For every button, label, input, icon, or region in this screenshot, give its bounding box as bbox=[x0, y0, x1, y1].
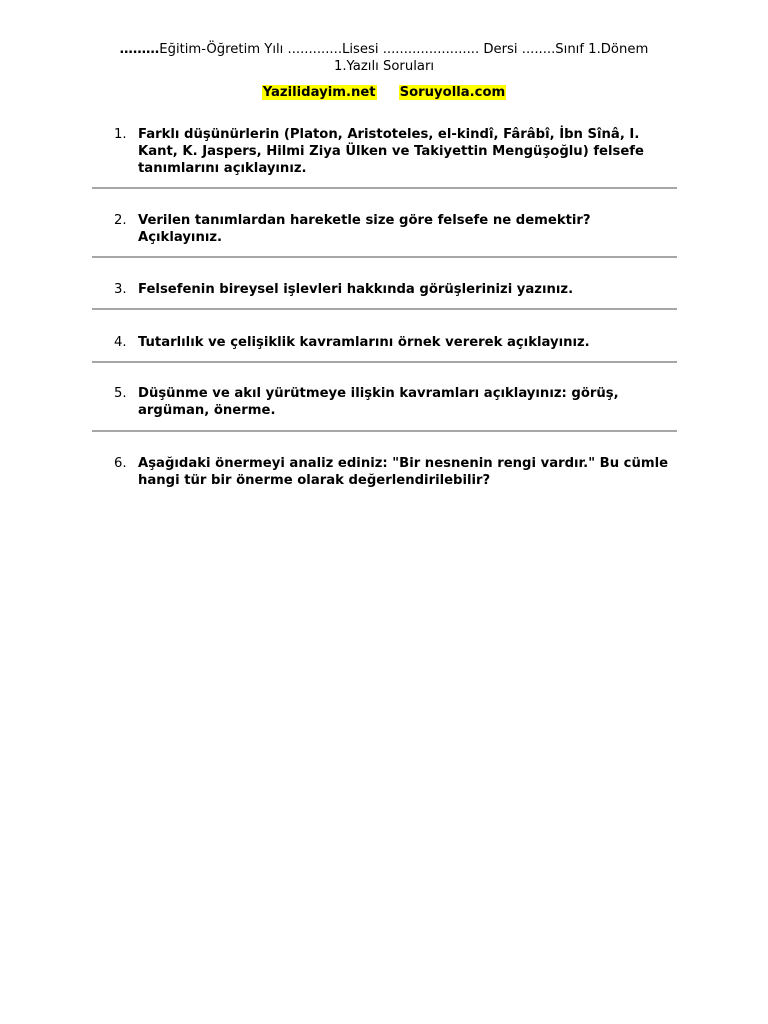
question-text: Farklı düşünürlerin (Platon, Aristoteles, el-kindî, Fârâbî, İbn Sînâ, I. Kant, K. Jaspers, Hilmi Ziya Ülken ve Takiyettin Mengüşoğlu) felsefe tanımlarını açıklayınız. bbox=[138, 127, 644, 176]
question-number: 5. bbox=[114, 386, 127, 401]
header-title: Eğitim-Öğretim Yılı .............Lisesi ....................... Dersi ........Sınıf 1.Dönem bbox=[159, 42, 649, 57]
question-divider bbox=[92, 361, 677, 363]
question-text: Tutarlılık ve çelişiklik kavramlarını örnek vererek açıklayınız. bbox=[138, 335, 590, 350]
question-divider bbox=[92, 256, 677, 258]
question-divider bbox=[92, 187, 677, 189]
question-number: 4. bbox=[114, 335, 127, 350]
header-line-1 bbox=[0, 41, 768, 58]
question-divider bbox=[92, 430, 677, 432]
header-lead-dots: ……… bbox=[119, 42, 160, 57]
question-text: Aşağıdaki önermeyi analiz ediniz: "Bir nesnenin rengi vardır." Bu cümle hangi tür bir önerme olarak değerlendirilebilir? bbox=[138, 456, 669, 488]
question-number: 1. bbox=[114, 127, 127, 142]
question-list bbox=[92, 126, 677, 489]
question-number: 2. bbox=[114, 213, 127, 228]
question-number: 3. bbox=[114, 282, 127, 297]
site-links bbox=[0, 84, 768, 102]
exam-header bbox=[0, 41, 768, 75]
question-item bbox=[92, 126, 677, 177]
question-divider bbox=[92, 308, 677, 310]
question-item bbox=[92, 281, 677, 298]
question-text: Verilen tanımlardan hareketle size göre felsefe ne demektir? Açıklayınız. bbox=[138, 213, 591, 245]
site-link-yazilidayim[interactable]: Yazilidayim.net bbox=[262, 85, 376, 100]
site-link-soruyolla[interactable]: Soruyolla.com bbox=[399, 85, 506, 100]
question-text: Felsefenin bireysel işlevleri hakkında görüşlerinizi yazınız. bbox=[138, 282, 574, 297]
question-number: 6. bbox=[114, 456, 127, 471]
question-item bbox=[92, 455, 677, 489]
question-item bbox=[92, 385, 677, 419]
header-subtitle: 1.Yazılı Soruları bbox=[333, 59, 435, 74]
question-item bbox=[92, 334, 677, 351]
question-item bbox=[92, 212, 677, 246]
question-text: Düşünme ve akıl yürütmeye ilişkin kavramları açıklayınız: görüş, argüman, önerme. bbox=[138, 386, 619, 418]
